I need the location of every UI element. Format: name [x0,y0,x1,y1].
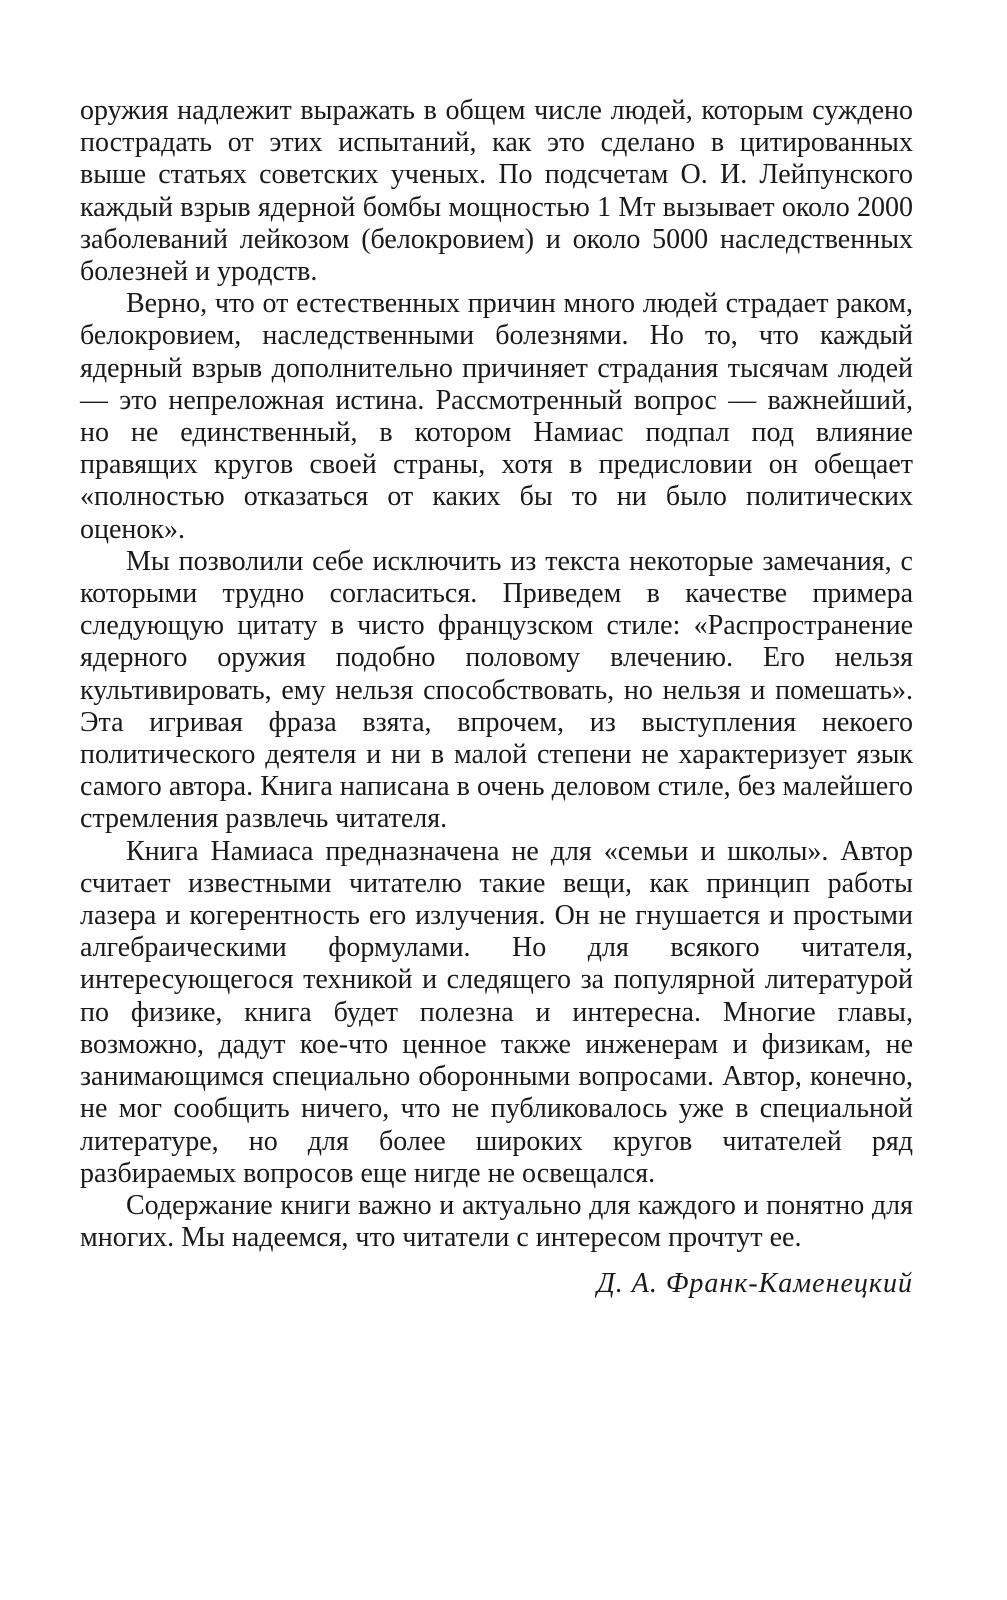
paragraph-5: Содержание книги важно и актуально для каждого и понятно для многих. Мы надеемся, что читатели с интересом прочтут ее. [80,1189,913,1254]
paragraph-4: Книга Намиаса предназначена не для «семьи и школы». Автор считает известными читателю такие вещи, как принцип работы лазера и когерентность его излучения. Он не гнушается и простыми алгебраическими формулами. Но для всякого читателя, интересующегося техникой и следящего за популярной литературой по физике, книга будет полезна и интересна. Многие главы, возможно, дадут кое-что ценное также инженерам и физикам, не занимающимся специально оборонными вопросами. Автор, конечно, не мог сообщить ничего, что не публиковалось уже в специальной литературе, но для более широких кругов читателей ряд разбираемых вопросов еще нигде не освещался. [80,835,913,1189]
paragraph-1: оружия надлежит выражать в общем числе людей, которым суждено пострадать от этих испытаний, как это сделано в цитированных выше статьях советских ученых. По подсчетам О. И. Лейпунского каждый взрыв ядерной бомбы мощностью 1 Мт вызывает около 2000 заболеваний лейкозом (белокровием) и около 5000 наследственных болезней и уродств. [80,95,913,288]
document-page [80,95,913,1301]
paragraph-2: Верно, что от естественных причин много людей страдает раком, белокровием, наследственными болезнями. Но то, что каждый ядерный взрыв дополнительно причиняет страдания тысячам людей — это непреложная истина. Рассмотренный вопрос — важнейший, но не единственный, в котором Намиас подпал под влияние правящих кругов своей страны, хотя в предисловии он обещает «полностью отказаться от каких бы то ни было политических оценок». [80,288,913,545]
paragraph-3: Мы позволили себе исключить из текста некоторые замечания, с которыми трудно согласиться. Приведем в качестве примера следующую цитату в чисто французском стиле: «Распространение ядерного оружия подобно половому влечению. Его нельзя культивировать, ему нельзя способствовать, но нельзя и помешать». Эта игривая фраза взята, впрочем, из выступления некоего политического деятеля и ни в малой степени не характеризует язык самого автора. Книга написана в очень деловом стиле, без малейшего стремления развлечь читателя. [80,545,913,835]
author-signature: Д. А. Франк-Каменецкий [596,1268,913,1300]
